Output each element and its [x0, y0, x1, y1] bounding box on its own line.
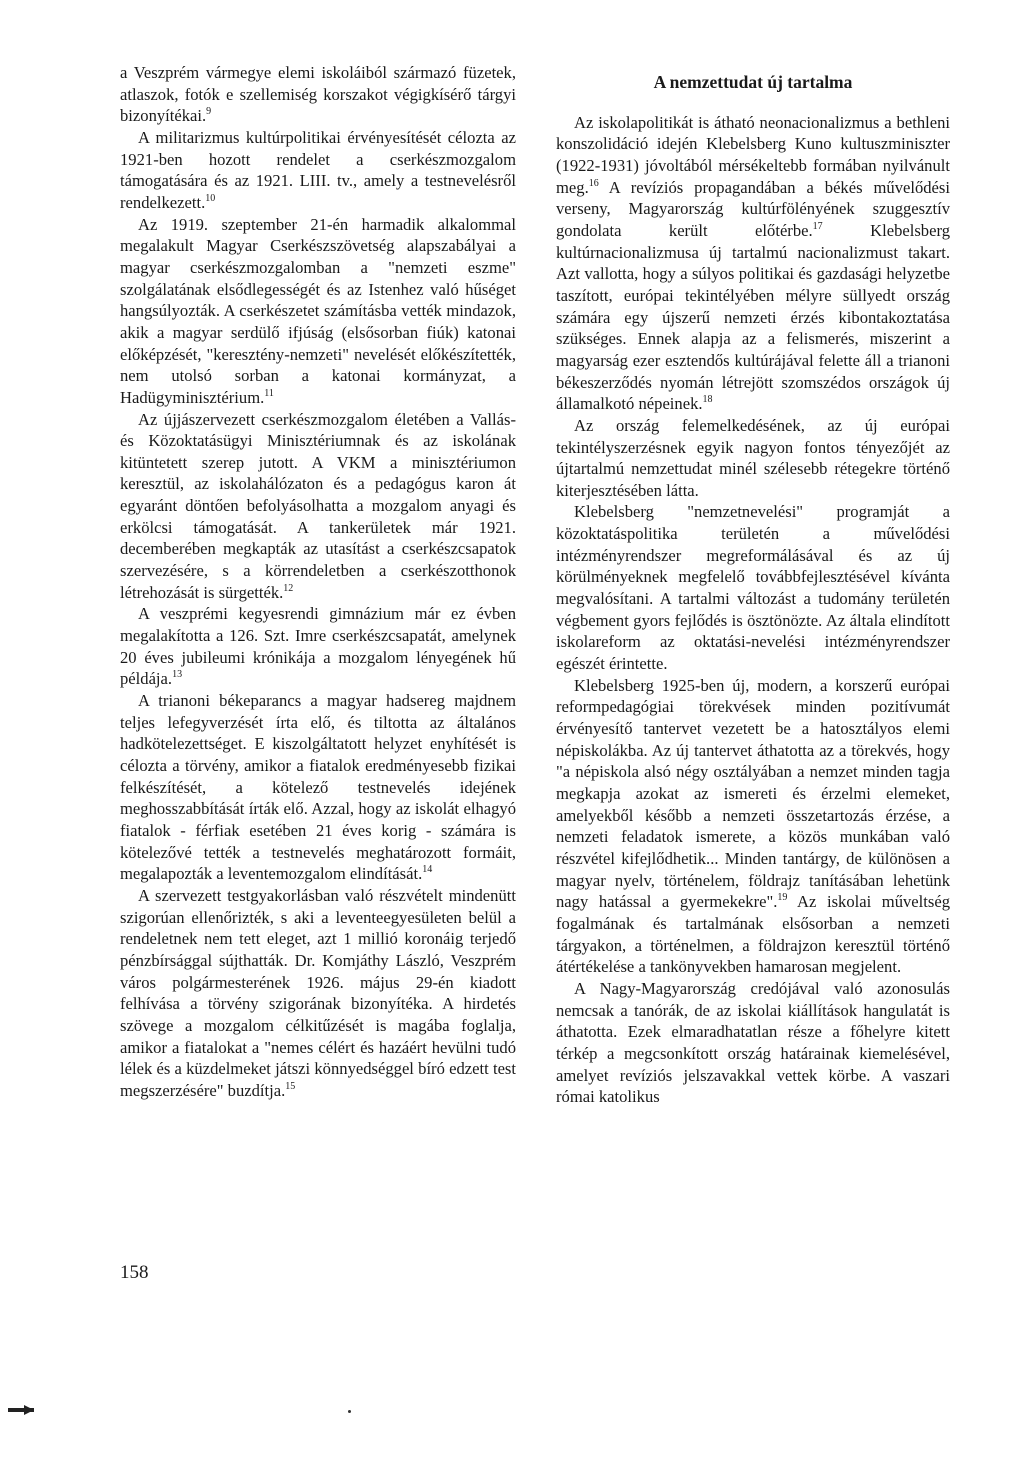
- paragraph-text: Az ország felemelkedésének, az új európai tekintélyszerzésnek egyik nagyon fontos tényezőjét az újtartalmú nemzettudat minél szélesebb rétegekre történő kiterjesztésében látta.: [556, 415, 950, 500]
- paragraph-text: Az iskolapolitikát is átható neonacionalizmus a bethleni konszolidáció idején Klebelsberg Kuno kultuszminiszter (1922-1931) jóvoltából mérsékeltebb formában nyilvánult meg.: [556, 112, 950, 197]
- footnote-marker: 10: [205, 192, 216, 204]
- paragraph: [556, 112, 950, 415]
- paragraph-text: A trianoni békeparancs a magyar hadsereg majdnem teljes lefegyverzését írta elő, és tiltotta az általános hadkötelezettséget. E kiszolgáltatott helyzet enyhítését is célozta a törvény, amikor a fiatalok eredményesebb fizikai felkészítését, a kötelező testnevelés idejének meghosszabbítását írták elő. Azzal, hogy az iskolát elhagyó fiatalok - férfiak esetében 21 éves korig - számára is kötelezővé tették a testnevelés meghatározott formáit, megalapozták a leventemozgalom elindítását.: [120, 691, 516, 884]
- footnote-marker: 17: [812, 220, 823, 232]
- footnote-marker: 14: [422, 864, 433, 876]
- section-heading: A nemzettudat új tartalma: [653, 72, 853, 92]
- footnote-marker: 18: [702, 394, 713, 406]
- paragraph-text: A militarizmus kultúrpolitikai érvényesítését célozta az 1921-ben hozott rendelet a cserkészmozgalom támogatására és az 1921. LIII. tv., amely a testnevelésről rendelkezett.: [120, 127, 516, 212]
- paragraph-text: Az 1919. szeptember 21-én harmadik alkalommal megalakult Magyar Cserkészszövetség alapszabályai a magyar cserkészmozgalomban a "nemzeti eszme" szolgálatának elsődlegességét és az Istenhez való hűséget hangsúlyozták. A cserkészetet számításba vették mindazok, akik a magyar serdülő ifjúság (elsősorban fiúk) katonai előképzését, "keresztény-nemzeti" nevelését előkészítették, nem utolsó sorban a katonai kormányzat, a Hadügyminisztérium.: [120, 214, 516, 407]
- paragraph: [556, 415, 950, 502]
- right-column: [556, 62, 950, 1108]
- paragraph: [120, 690, 516, 885]
- scan-arrow-icon: [8, 1408, 34, 1412]
- paragraph: [120, 885, 516, 1102]
- paragraph: [120, 603, 516, 690]
- footnote-marker: 16: [588, 177, 599, 189]
- paragraph-text: A szervezett testgyakorlásban való részvételt mindenütt szigorúan ellenőrizték, s aki a leventeegyesületen belül a rendeletnek nem tett eleget, azt 1 millió koronáig terjedő pénzbírsággal sújthatták. Dr. Komjáthy László, Veszprém város polgármesterének 1926. május 29-én kiadott felhívása a törvény szigorának bizonyítéka. A hirdetés szövege a mozgalom célkitűzését is magába foglalja, amikor a fiatalokat a "nemes célért és hazáért hevülni tudó lélek és a küzdelmeket játszi könnyedséggel bíró edzett test megszerzésére" buzdítja.: [120, 885, 516, 1100]
- paragraph-text: Az újjászervezett cserkészmozgalom életében a Vallás- és Közoktatásügyi Minisztériumnak és az iskolának kitüntetett szerep jutott. A VKM a minisztériumon keresztül, az iskolahálózaton és a pedagógus karon át egyaránt döntően befolyásolhatta a mozgalom anyagi és erkölcsi támogatását. A tankerületek már 1921. decemberében megkapták az utasítást a cserkészcsapatok szervezésére, s a körrendeletben a cserkészotthonok létrehozását is sürgették.: [120, 409, 516, 602]
- paragraph: [120, 127, 516, 214]
- paragraph-text: A veszprémi kegyesrendi gimnázium már ez évben megalakította a 126. Szt. Imre cserkészcsapatát, amelynek 20 éves jubileumi krónikája a mozgalom lényegének hű példája.: [120, 604, 516, 689]
- left-column: [120, 62, 516, 1102]
- footnote-marker: 12: [283, 582, 294, 594]
- paragraph-text: Klebelsberg kultúrnacionalizmusa új tartalmú nacionalizmust takart. Azt vallotta, hogy a súlyos politikai és gazdasági helyzetbe taszított, európai tekintélyében mélyre süllyedt ország számára egy újszerű nemzeti érzés kibontakoztatása szükséges. Ennek alapja az a felismerés, miszerint a magyarság ezer esztendős kultúrájával felette áll a trianoni békeszerződés nyomán létrejött szomszédos országok új államalkotó népeinek.: [556, 220, 950, 414]
- footnote-marker: 11: [264, 387, 274, 399]
- paragraph: [556, 978, 950, 1108]
- paragraph-text: a Veszprém vármegye elemi iskoláiból származó füzetek, atlaszok, fotók e szellemiség korszakot végigkísérő tárgyi bizonyítékai.: [120, 63, 516, 126]
- paragraph: [120, 214, 516, 409]
- footnote-marker: 15: [285, 1080, 296, 1092]
- footnote-marker: 19: [777, 892, 788, 904]
- footnote-marker: 9: [206, 106, 212, 118]
- page-number: 158: [120, 1262, 149, 1283]
- paragraph: [120, 409, 516, 604]
- footnote-marker: 13: [172, 669, 183, 681]
- paragraph-text: Klebelsberg 1925-ben új, modern, a korszerű európai reformpedagógiai törekvések minden pozitívumát érvényesítő tantervet vezetett be a hatosztályos elemi népiskolákba. Az új tantervet áthatotta az a törekvés, hogy "a népiskola alsó négy osztályában a nemzet minden tagja megkapja azokat az ismereti és érzelmi elemeket, amelyekből később a nemzeti összetartozás érzése, a nemzeti feladatok ismerete, a közös munkában való részvétel kifejlődhetik... Minden tantárgy, de különösen a magyar nyelv, történelem, földrajz tanításában lehetünk nagy hatással a gyermekekre".: [556, 675, 950, 912]
- paragraph-text: Az iskolai műveltség fogalmának és tartalmának elsősorban a nemzeti tárgyakon, a történelmen, a földrajzon keresztül történő átértékelése a tankönyvekben hamarosan megjelent.: [556, 892, 950, 977]
- paragraph: [556, 675, 950, 978]
- paragraph: [556, 501, 950, 674]
- paragraph: [120, 62, 516, 127]
- paragraph-text: A Nagy-Magyarország credójával való azonosulás nemcsak a tanórák, de az iskolai kiállítások hangulatát is áthatotta. Ezek elmaradhatatlan része a főhelyre kitett térkép a megcsonkított ország határainak kiemelésével, amelyet revíziós jelszavakkal vettek körbe. A vaszari római katolikus: [556, 978, 950, 1107]
- scan-dot-icon: [348, 1410, 351, 1413]
- paragraph-text: A revíziós propagandában a békés művelődési verseny, Magyarország kultúrfölényének szuggesztív gondolata került előtérbe.: [556, 177, 950, 240]
- paragraph-text: Klebelsberg "nemzetnevelési" programját a közoktatáspolitika területén a művelődési intézményrendszer megreformálásával és az új körülményeknek megfelelő továbbfejlesztésével kívánta megvalósítani. A tartalmi változást a tudomány területén végbement gyors fejlődés is ösztönözte. Az általa elindított iskolareform az oktatási-nevelési intézményrendszer egészét érintette.: [556, 502, 950, 674]
